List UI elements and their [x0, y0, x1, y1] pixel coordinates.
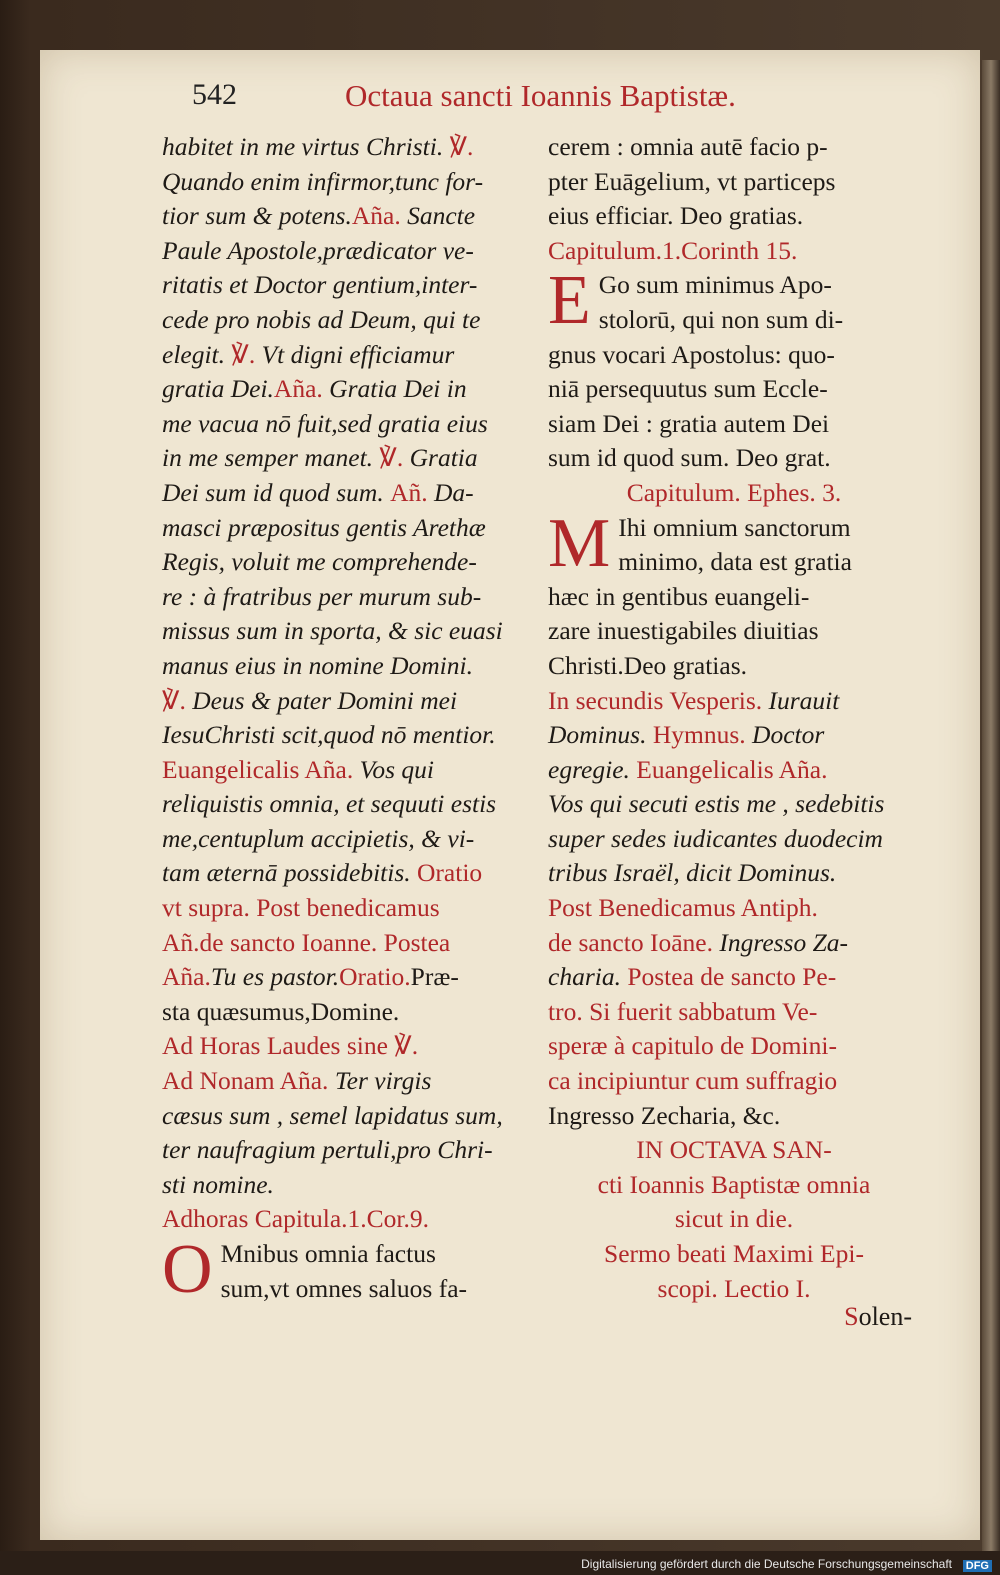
text-line: [548, 130, 920, 165]
text-line: [548, 684, 920, 719]
text-segment: In secundis Vesperis.: [548, 685, 763, 715]
text-line: [548, 1064, 920, 1099]
text-segment: Sancte: [400, 201, 476, 231]
text-segment: re : à fratribus per murum sub-: [162, 581, 482, 611]
text-segment: scopi. Lectio I.: [657, 1273, 811, 1303]
text-segment: Ad Nonam Aña.: [162, 1066, 329, 1096]
book-spine: [982, 60, 1000, 1560]
text-line: [162, 407, 532, 442]
text-segment: Dei sum id quod sum.: [162, 477, 391, 507]
text-segment: Euangelicalis Aña.: [629, 754, 828, 784]
text-segment: Ingresso Zecharia, &c.: [548, 1100, 781, 1130]
text-segment: cerem : omnia autē facio p-: [548, 132, 828, 161]
text-line: [162, 822, 532, 857]
text-segment: Añ.: [390, 477, 428, 507]
text-segment: Ihi omnium sanctorum: [618, 512, 851, 542]
text-segment: speræ à capitulo de Domini-: [548, 1031, 837, 1061]
text-line: [162, 1237, 532, 1272]
text-segment: manus eius in nomine Domini.: [162, 650, 473, 680]
text-line: [162, 995, 532, 1030]
text-segment: cæsus sum , semel lapidatus sum,: [162, 1100, 503, 1130]
text-segment: Gratia Dei in: [322, 374, 467, 404]
text-line: [548, 372, 920, 407]
text-line: [548, 199, 920, 234]
text-line: [162, 1202, 532, 1237]
page-header: [160, 72, 920, 116]
text-segment: Quando enim infirmor,tunc for-: [162, 166, 484, 196]
text-line: [162, 1099, 532, 1134]
text-line: [162, 372, 532, 407]
text-line: [162, 718, 532, 753]
right-column: [548, 130, 920, 1306]
text-segment: Regis, voluit me comprehende-: [162, 547, 477, 577]
text-line: [162, 1168, 532, 1203]
text-line: [548, 822, 920, 857]
text-segment: eius efficiar. Deo gratias.: [548, 201, 804, 231]
text-segment: habitet in me virtus Christi.: [162, 132, 450, 161]
text-segment: siam Dei : gratia autem Dei: [548, 408, 830, 438]
text-line: [162, 511, 532, 546]
text-segment: Capitulum.1.Corinth 15.: [548, 235, 798, 265]
text-line: [548, 441, 920, 476]
text-segment: Christi.Deo gratias.: [548, 650, 748, 680]
text-line: [548, 303, 920, 338]
text-line: [162, 338, 532, 373]
text-line: [548, 268, 920, 303]
text-segment: Dominus.: [548, 720, 647, 750]
text-segment: Postea de sancto Pe-: [620, 962, 837, 992]
text-segment: Euangelicalis Aña.: [162, 754, 354, 784]
text-segment: Doctor: [745, 720, 825, 750]
text-line: [162, 130, 532, 165]
text-segment: vt supra. Post benedicamus: [162, 893, 440, 923]
text-segment: Hymnus.: [646, 720, 746, 750]
text-line: [162, 684, 532, 719]
text-segment: IN OCTAVA SAN-: [636, 1135, 832, 1165]
text-segment: Sermo beati Maximi Epi-: [604, 1239, 864, 1268]
text-segment: Post Benedicamus Antiph.: [548, 893, 818, 923]
text-line: [162, 649, 532, 684]
text-line: [548, 1099, 920, 1134]
text-line: [548, 1237, 920, 1272]
text-segment: Aña.: [273, 374, 323, 404]
text-segment: me,centuplum accipietis, & vi-: [162, 823, 475, 853]
text-segment: Ter virgis: [328, 1066, 432, 1096]
drop-cap-initial: O: [162, 1237, 213, 1307]
text-segment: sum,vt omnes saluos fa-: [220, 1273, 468, 1303]
text-line: [548, 891, 920, 926]
text-line: [162, 1133, 532, 1168]
text-line: [162, 856, 532, 891]
text-segment: sicut in die.: [674, 1204, 794, 1234]
text-segment: tribus Israël, dicit Dominus.: [548, 858, 837, 888]
text-segment: in me semper manet.: [162, 443, 380, 473]
text-segment: Mnibus omnia factus: [220, 1239, 436, 1268]
text-segment: sta quæsumus,Domine.: [162, 996, 400, 1026]
text-line: [548, 1272, 920, 1307]
text-line: [162, 303, 532, 338]
text-segment: ritatis et Doctor gentium,inter-: [162, 270, 478, 300]
text-segment: Ingresso Za-: [712, 927, 849, 957]
text-segment: Añ.de sancto Ioanne. Postea: [162, 927, 451, 957]
text-segment: Oratio: [410, 858, 483, 888]
left-column-text: [162, 130, 532, 1237]
text-segment: Aña.: [351, 201, 401, 231]
text-line: [162, 614, 532, 649]
text-line: [548, 995, 920, 1030]
text-segment: Vos qui: [353, 754, 434, 784]
text-segment: Deus & pater Domini mei: [185, 685, 458, 715]
text-segment: sti nomine.: [162, 1169, 274, 1199]
text-segment: ℣.: [162, 685, 186, 715]
text-segment: Aña.: [162, 962, 211, 992]
text-line: [548, 407, 920, 442]
text-line: [162, 1029, 532, 1064]
text-line: [548, 338, 920, 373]
text-segment: de sancto Ioāne.: [548, 927, 713, 957]
text-segment: sum id quod sum. Deo grat.: [548, 443, 831, 473]
text-segment: Da-: [427, 477, 474, 507]
text-line: [548, 856, 920, 891]
text-line: [548, 787, 920, 822]
text-line: [548, 1133, 920, 1168]
text-line: [548, 1168, 920, 1203]
text-line: [548, 926, 920, 961]
text-line: [162, 580, 532, 615]
page-number: 542: [192, 78, 237, 111]
text-line: [162, 268, 532, 303]
text-segment: Iurauit: [762, 685, 840, 715]
funding-credit: Digitalisierung gefördert durch die Deutsche Forschungsgemeinschaft: [581, 1557, 952, 1571]
right-column-text-top: [548, 130, 920, 268]
text-segment: Vos qui secuti estis me , sedebitis: [548, 789, 885, 819]
text-line: [548, 1202, 920, 1237]
text-segment: Ad Horas Laudes sine ℣.: [162, 1031, 419, 1061]
text-segment: ca incipiuntur cum suffragio: [548, 1066, 838, 1096]
text-segment: tro. Si fuerit sabbatum Ve-: [548, 996, 818, 1026]
text-segment: Oratio.: [339, 962, 411, 992]
catchword-rest: olen-: [858, 1302, 912, 1331]
text-line: [162, 476, 532, 511]
text-segment: cede pro nobis ad Deum, qui te: [162, 304, 481, 334]
text-segment: IesuChristi scit,quod nō mentior.: [162, 720, 496, 750]
text-line: [162, 787, 532, 822]
text-line: [162, 891, 532, 926]
text-segment: masci præpositus gentis Arethæ: [162, 512, 486, 542]
right-column-text-rest: [548, 580, 920, 1306]
text-segment: Adhoras Capitula.1.Cor.9.: [162, 1204, 430, 1234]
text-line: [162, 926, 532, 961]
text-segment: reliquistis omnia, et sequuti estis: [162, 789, 497, 819]
dfg-logo: DFG: [963, 1560, 992, 1572]
text-segment: ℣.: [231, 339, 256, 369]
text-segment: ℣.: [449, 132, 474, 161]
text-segment: Vt digni efficiamur: [255, 339, 455, 369]
text-segment: missus sum in sporta, & sic euasi: [162, 616, 503, 646]
text-segment: ℣.: [379, 443, 404, 473]
text-segment: gratia Dei.: [162, 374, 274, 404]
text-segment: me vacua nō fuit,sed gratia eius: [162, 408, 488, 438]
text-segment: tam æternā possidebitis.: [162, 858, 411, 888]
text-line: [548, 614, 920, 649]
text-segment: tior sum & potens.: [162, 201, 352, 231]
right-drop-cap-block-1: [548, 268, 920, 337]
text-line: [162, 234, 532, 269]
text-segment: pter Euāgelium, vt particeps: [548, 166, 836, 196]
right-drop-cap-block-2: [548, 511, 920, 580]
text-segment: Gratia: [403, 443, 478, 473]
text-line: [162, 753, 532, 788]
drop-cap-initial: E: [548, 268, 591, 338]
text-segment: egregie.: [548, 754, 630, 784]
running-title: Octaua sancti Ioannis Baptistæ.: [345, 78, 736, 113]
left-column: [162, 130, 532, 1306]
catchword: [844, 1302, 912, 1332]
text-line: [162, 545, 532, 580]
text-segment: niā persequutus sum Eccle-: [548, 374, 828, 404]
text-segment: Go sum minimus Apo-: [598, 270, 832, 300]
digitization-footer: [0, 1551, 1000, 1575]
text-line: [548, 753, 920, 788]
text-segment: Capitulum. Ephes. 3.: [626, 477, 842, 507]
text-segment: Tu es pastor.: [210, 962, 340, 992]
text-line: [162, 960, 532, 995]
text-line: [162, 1064, 532, 1099]
text-segment: zare inuestigabiles diuitias: [548, 616, 819, 646]
text-line: [162, 165, 532, 200]
text-segment: elegit.: [162, 339, 232, 369]
text-line: [548, 476, 920, 511]
text-segment: ter naufragium pertuli,pro Chri-: [162, 1135, 493, 1165]
text-line: [162, 199, 532, 234]
text-segment: Præ-: [410, 962, 459, 992]
text-line: [548, 718, 920, 753]
text-segment: stolorū, qui non sum di-: [598, 304, 844, 334]
text-line: [548, 580, 920, 615]
text-segment: cti Ioannis Baptistæ omnia: [597, 1169, 871, 1199]
text-segment: charia.: [548, 962, 621, 992]
text-line: [162, 441, 532, 476]
text-segment: hæc in gentibus euangeli-: [548, 581, 810, 611]
text-segment: gnus vocari Apostolus: quo-: [548, 339, 835, 369]
drop-cap-initial: M: [548, 510, 611, 580]
text-line: [162, 1272, 532, 1307]
text-segment: Paule Apostole,prædicator ve-: [162, 235, 474, 265]
right-column-text-mid: [548, 338, 920, 511]
text-line: [548, 234, 920, 269]
text-segment: minimo, data est gratia: [618, 547, 852, 577]
text-line: [548, 649, 920, 684]
left-drop-cap-block: [162, 1237, 532, 1306]
text-line: [548, 1029, 920, 1064]
text-segment: super sedes iudicantes duodecim: [548, 823, 883, 853]
text-line: [548, 960, 920, 995]
text-line: [548, 165, 920, 200]
catchword-initial: S: [844, 1302, 859, 1331]
